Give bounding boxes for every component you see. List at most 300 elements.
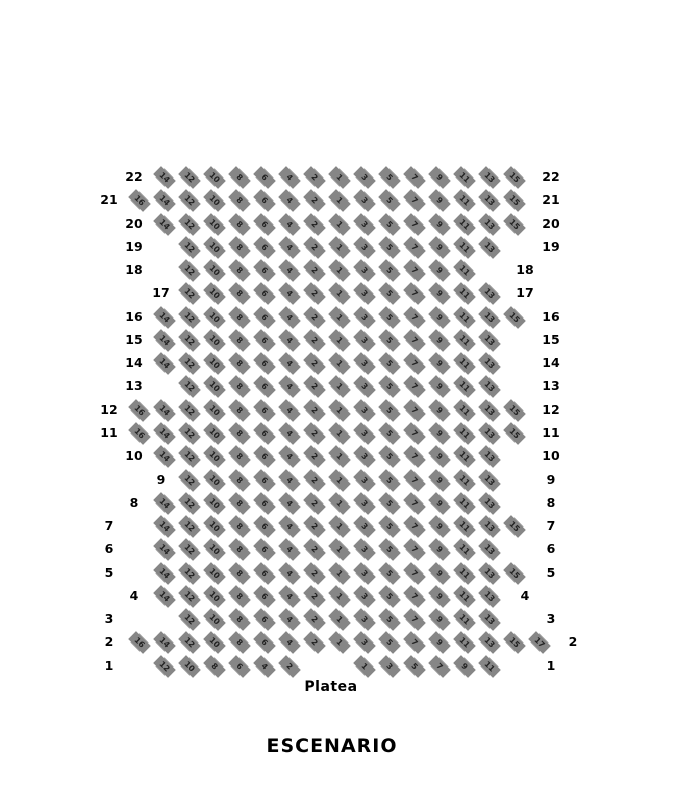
seat[interactable] xyxy=(453,516,476,537)
seat[interactable] xyxy=(503,307,526,328)
seat[interactable] xyxy=(228,376,251,397)
seat[interactable] xyxy=(378,609,401,630)
seat[interactable] xyxy=(478,307,501,328)
seat[interactable] xyxy=(403,330,426,351)
seat[interactable] xyxy=(303,330,326,351)
seat[interactable] xyxy=(203,539,226,560)
seat[interactable] xyxy=(228,260,251,281)
seat[interactable] xyxy=(403,609,426,630)
seat[interactable] xyxy=(453,214,476,235)
seat[interactable] xyxy=(278,376,301,397)
seat[interactable] xyxy=(228,423,251,444)
seat[interactable] xyxy=(153,214,176,235)
seat[interactable] xyxy=(228,516,251,537)
seat[interactable] xyxy=(503,214,526,235)
seat[interactable] xyxy=(478,586,501,607)
seat[interactable] xyxy=(153,330,176,351)
seat[interactable] xyxy=(253,190,276,211)
seat[interactable] xyxy=(303,423,326,444)
seat[interactable] xyxy=(203,400,226,421)
seat[interactable] xyxy=(178,307,201,328)
seat[interactable] xyxy=(403,190,426,211)
seat[interactable] xyxy=(303,516,326,537)
seat[interactable] xyxy=(328,376,351,397)
seat[interactable] xyxy=(153,353,176,374)
seat[interactable] xyxy=(378,632,401,653)
seat[interactable] xyxy=(303,539,326,560)
seat[interactable] xyxy=(303,307,326,328)
seat[interactable] xyxy=(478,470,501,491)
seat[interactable] xyxy=(378,330,401,351)
seat[interactable] xyxy=(278,214,301,235)
seat[interactable] xyxy=(328,190,351,211)
seat[interactable] xyxy=(303,190,326,211)
seat[interactable] xyxy=(378,470,401,491)
seat[interactable] xyxy=(178,330,201,351)
seat[interactable] xyxy=(203,586,226,607)
seat[interactable] xyxy=(228,493,251,514)
seat[interactable] xyxy=(478,190,501,211)
seat[interactable] xyxy=(478,446,501,467)
seat[interactable] xyxy=(428,330,451,351)
seat[interactable] xyxy=(228,563,251,584)
seat[interactable] xyxy=(328,353,351,374)
seat[interactable] xyxy=(203,470,226,491)
seat[interactable] xyxy=(353,586,376,607)
seat[interactable] xyxy=(253,516,276,537)
seat[interactable] xyxy=(528,632,551,653)
seat[interactable] xyxy=(503,516,526,537)
seat[interactable] xyxy=(153,446,176,467)
seat[interactable] xyxy=(278,516,301,537)
seat[interactable] xyxy=(328,400,351,421)
seat[interactable] xyxy=(378,446,401,467)
seat[interactable] xyxy=(228,446,251,467)
seat[interactable] xyxy=(128,632,151,653)
seat[interactable] xyxy=(478,632,501,653)
seat[interactable] xyxy=(228,353,251,374)
seat[interactable] xyxy=(353,493,376,514)
seat[interactable] xyxy=(403,214,426,235)
seat[interactable] xyxy=(428,353,451,374)
seat[interactable] xyxy=(178,260,201,281)
seat[interactable] xyxy=(303,632,326,653)
seat[interactable] xyxy=(328,423,351,444)
seat[interactable] xyxy=(178,400,201,421)
seat[interactable] xyxy=(253,563,276,584)
seat[interactable] xyxy=(178,237,201,258)
seat[interactable] xyxy=(203,307,226,328)
seat[interactable] xyxy=(353,260,376,281)
seat[interactable] xyxy=(328,283,351,304)
seat[interactable] xyxy=(178,493,201,514)
seat[interactable] xyxy=(153,586,176,607)
seat[interactable] xyxy=(378,167,401,188)
seat[interactable] xyxy=(178,632,201,653)
seat[interactable] xyxy=(178,470,201,491)
seat[interactable] xyxy=(403,539,426,560)
seat[interactable] xyxy=(253,283,276,304)
seat[interactable] xyxy=(253,214,276,235)
seat[interactable] xyxy=(228,214,251,235)
seat[interactable] xyxy=(228,190,251,211)
seat[interactable] xyxy=(428,307,451,328)
seat[interactable] xyxy=(303,609,326,630)
seat[interactable] xyxy=(453,609,476,630)
seat[interactable] xyxy=(253,470,276,491)
seat[interactable] xyxy=(378,307,401,328)
seat[interactable] xyxy=(253,493,276,514)
seat[interactable] xyxy=(403,516,426,537)
seat[interactable] xyxy=(503,167,526,188)
seat[interactable] xyxy=(478,283,501,304)
seat[interactable] xyxy=(478,353,501,374)
seat[interactable] xyxy=(278,609,301,630)
seat[interactable] xyxy=(353,656,376,677)
seat[interactable] xyxy=(328,330,351,351)
seat[interactable] xyxy=(478,167,501,188)
seat[interactable] xyxy=(403,632,426,653)
seat[interactable] xyxy=(403,470,426,491)
seat[interactable] xyxy=(153,632,176,653)
seat[interactable] xyxy=(403,656,426,677)
seat[interactable] xyxy=(153,493,176,514)
seat[interactable] xyxy=(303,586,326,607)
seat[interactable] xyxy=(303,446,326,467)
seat[interactable] xyxy=(203,214,226,235)
seat[interactable] xyxy=(503,190,526,211)
seat[interactable] xyxy=(428,609,451,630)
seat[interactable] xyxy=(128,423,151,444)
seat[interactable] xyxy=(503,632,526,653)
seat[interactable] xyxy=(428,400,451,421)
seat[interactable] xyxy=(453,586,476,607)
seat[interactable] xyxy=(278,330,301,351)
seat[interactable] xyxy=(353,423,376,444)
seat[interactable] xyxy=(203,609,226,630)
seat[interactable] xyxy=(278,423,301,444)
seat[interactable] xyxy=(203,423,226,444)
seat[interactable] xyxy=(228,237,251,258)
seat[interactable] xyxy=(478,237,501,258)
seat[interactable] xyxy=(453,632,476,653)
seat[interactable] xyxy=(253,400,276,421)
seat[interactable] xyxy=(228,400,251,421)
seat[interactable] xyxy=(378,563,401,584)
seat[interactable] xyxy=(178,376,201,397)
seat[interactable] xyxy=(153,423,176,444)
seat[interactable] xyxy=(353,539,376,560)
seat[interactable] xyxy=(503,563,526,584)
seat[interactable] xyxy=(503,423,526,444)
seat[interactable] xyxy=(253,237,276,258)
seat[interactable] xyxy=(428,446,451,467)
seat[interactable] xyxy=(428,516,451,537)
seat[interactable] xyxy=(353,516,376,537)
seat[interactable] xyxy=(253,376,276,397)
seat[interactable] xyxy=(378,190,401,211)
seat[interactable] xyxy=(353,446,376,467)
seat[interactable] xyxy=(353,214,376,235)
seat[interactable] xyxy=(153,516,176,537)
seat[interactable] xyxy=(453,190,476,211)
seat[interactable] xyxy=(228,307,251,328)
seat[interactable] xyxy=(253,307,276,328)
seat[interactable] xyxy=(178,586,201,607)
seat[interactable] xyxy=(328,446,351,467)
seat[interactable] xyxy=(203,493,226,514)
seat[interactable] xyxy=(478,539,501,560)
seat[interactable] xyxy=(203,330,226,351)
seat[interactable] xyxy=(178,539,201,560)
seat[interactable] xyxy=(428,539,451,560)
seat[interactable] xyxy=(453,423,476,444)
seat[interactable] xyxy=(178,656,201,677)
seat[interactable] xyxy=(153,307,176,328)
seat[interactable] xyxy=(328,307,351,328)
seat[interactable] xyxy=(428,586,451,607)
seat[interactable] xyxy=(428,283,451,304)
seat[interactable] xyxy=(428,563,451,584)
seat[interactable] xyxy=(328,470,351,491)
seat[interactable] xyxy=(228,167,251,188)
seat[interactable] xyxy=(428,470,451,491)
seat[interactable] xyxy=(328,586,351,607)
seat[interactable] xyxy=(303,237,326,258)
seat[interactable] xyxy=(128,190,151,211)
seat[interactable] xyxy=(253,446,276,467)
seat[interactable] xyxy=(303,260,326,281)
seat[interactable] xyxy=(353,376,376,397)
seat[interactable] xyxy=(303,563,326,584)
seat[interactable] xyxy=(178,516,201,537)
seat[interactable] xyxy=(453,400,476,421)
seat[interactable] xyxy=(453,493,476,514)
seat[interactable] xyxy=(328,237,351,258)
seat[interactable] xyxy=(328,609,351,630)
seat[interactable] xyxy=(203,190,226,211)
seat[interactable] xyxy=(203,353,226,374)
seat[interactable] xyxy=(428,493,451,514)
seat[interactable] xyxy=(203,516,226,537)
seat[interactable] xyxy=(428,423,451,444)
seat[interactable] xyxy=(328,167,351,188)
seat[interactable] xyxy=(403,493,426,514)
seat[interactable] xyxy=(353,307,376,328)
seat[interactable] xyxy=(303,214,326,235)
seat[interactable] xyxy=(178,353,201,374)
seat[interactable] xyxy=(328,260,351,281)
seat[interactable] xyxy=(453,446,476,467)
seat[interactable] xyxy=(303,283,326,304)
seat[interactable] xyxy=(228,656,251,677)
seat[interactable] xyxy=(278,283,301,304)
seat[interactable] xyxy=(378,376,401,397)
seat[interactable] xyxy=(203,446,226,467)
seat[interactable] xyxy=(403,283,426,304)
seat[interactable] xyxy=(453,307,476,328)
seat[interactable] xyxy=(378,516,401,537)
seat[interactable] xyxy=(203,260,226,281)
seat[interactable] xyxy=(478,563,501,584)
seat[interactable] xyxy=(278,470,301,491)
seat[interactable] xyxy=(328,563,351,584)
seat[interactable] xyxy=(253,609,276,630)
seat[interactable] xyxy=(453,167,476,188)
seat[interactable] xyxy=(203,656,226,677)
seat[interactable] xyxy=(303,400,326,421)
seat[interactable] xyxy=(278,190,301,211)
seat[interactable] xyxy=(478,609,501,630)
seat[interactable] xyxy=(353,190,376,211)
seat[interactable] xyxy=(428,376,451,397)
seat[interactable] xyxy=(253,586,276,607)
seat[interactable] xyxy=(203,563,226,584)
seat[interactable] xyxy=(303,493,326,514)
seat[interactable] xyxy=(378,586,401,607)
seat[interactable] xyxy=(128,400,151,421)
seat[interactable] xyxy=(228,609,251,630)
seat[interactable] xyxy=(228,470,251,491)
seat[interactable] xyxy=(253,632,276,653)
seat[interactable] xyxy=(478,423,501,444)
seat[interactable] xyxy=(353,609,376,630)
seat[interactable] xyxy=(303,376,326,397)
seat[interactable] xyxy=(278,656,301,677)
seat[interactable] xyxy=(153,656,176,677)
seat[interactable] xyxy=(153,400,176,421)
seat[interactable] xyxy=(178,190,201,211)
seat[interactable] xyxy=(153,167,176,188)
seat[interactable] xyxy=(328,516,351,537)
seat[interactable] xyxy=(453,353,476,374)
seat[interactable] xyxy=(178,214,201,235)
seat[interactable] xyxy=(178,563,201,584)
seat[interactable] xyxy=(228,539,251,560)
seat[interactable] xyxy=(153,539,176,560)
seat[interactable] xyxy=(403,307,426,328)
seat[interactable] xyxy=(328,493,351,514)
seat[interactable] xyxy=(228,283,251,304)
seat[interactable] xyxy=(503,400,526,421)
seat[interactable] xyxy=(428,167,451,188)
seat[interactable] xyxy=(353,470,376,491)
seat[interactable] xyxy=(228,330,251,351)
seat[interactable] xyxy=(453,376,476,397)
seat[interactable] xyxy=(253,656,276,677)
seat[interactable] xyxy=(353,167,376,188)
seat[interactable] xyxy=(303,167,326,188)
seat[interactable] xyxy=(303,470,326,491)
seat[interactable] xyxy=(453,330,476,351)
seat[interactable] xyxy=(378,260,401,281)
seat[interactable] xyxy=(278,586,301,607)
seat[interactable] xyxy=(453,563,476,584)
seat[interactable] xyxy=(378,237,401,258)
seat[interactable] xyxy=(478,516,501,537)
seat[interactable] xyxy=(353,353,376,374)
seat[interactable] xyxy=(478,376,501,397)
seat[interactable] xyxy=(253,353,276,374)
seat[interactable] xyxy=(278,167,301,188)
seat[interactable] xyxy=(278,539,301,560)
seat[interactable] xyxy=(253,260,276,281)
seat[interactable] xyxy=(403,400,426,421)
seat[interactable] xyxy=(328,539,351,560)
seat[interactable] xyxy=(253,539,276,560)
seat[interactable] xyxy=(278,493,301,514)
seat[interactable] xyxy=(353,283,376,304)
seat[interactable] xyxy=(453,470,476,491)
seat[interactable] xyxy=(428,260,451,281)
seat[interactable] xyxy=(278,237,301,258)
seat[interactable] xyxy=(428,237,451,258)
seat[interactable] xyxy=(403,237,426,258)
seat[interactable] xyxy=(403,586,426,607)
seat[interactable] xyxy=(453,539,476,560)
seat[interactable] xyxy=(203,237,226,258)
seat[interactable] xyxy=(278,353,301,374)
seat[interactable] xyxy=(428,214,451,235)
seat[interactable] xyxy=(478,400,501,421)
seat[interactable] xyxy=(278,307,301,328)
seat[interactable] xyxy=(253,167,276,188)
seat[interactable] xyxy=(353,632,376,653)
seat[interactable] xyxy=(353,237,376,258)
seat[interactable] xyxy=(403,353,426,374)
seat[interactable] xyxy=(203,376,226,397)
seat[interactable] xyxy=(278,260,301,281)
seat[interactable] xyxy=(278,446,301,467)
seat[interactable] xyxy=(203,283,226,304)
seat[interactable] xyxy=(453,283,476,304)
seat[interactable] xyxy=(428,656,451,677)
seat[interactable] xyxy=(378,400,401,421)
seat[interactable] xyxy=(178,167,201,188)
seat[interactable] xyxy=(378,214,401,235)
seat[interactable] xyxy=(403,563,426,584)
seat[interactable] xyxy=(378,423,401,444)
seat[interactable] xyxy=(278,632,301,653)
seat[interactable] xyxy=(253,330,276,351)
seat[interactable] xyxy=(303,353,326,374)
seat[interactable] xyxy=(453,260,476,281)
seat[interactable] xyxy=(478,214,501,235)
seat[interactable] xyxy=(253,423,276,444)
seat[interactable] xyxy=(403,423,426,444)
seat[interactable] xyxy=(203,167,226,188)
seat[interactable] xyxy=(478,330,501,351)
seat[interactable] xyxy=(453,237,476,258)
seat[interactable] xyxy=(378,283,401,304)
seat[interactable] xyxy=(378,539,401,560)
seat[interactable] xyxy=(378,353,401,374)
seat[interactable] xyxy=(278,400,301,421)
seat[interactable] xyxy=(378,493,401,514)
seat[interactable] xyxy=(478,656,501,677)
seat[interactable] xyxy=(403,260,426,281)
seat[interactable] xyxy=(178,423,201,444)
seat[interactable] xyxy=(353,563,376,584)
seat[interactable] xyxy=(453,656,476,677)
seat[interactable] xyxy=(478,493,501,514)
seat[interactable] xyxy=(178,609,201,630)
seat[interactable] xyxy=(228,586,251,607)
seat[interactable] xyxy=(403,376,426,397)
seat[interactable] xyxy=(278,563,301,584)
seat[interactable] xyxy=(353,400,376,421)
seat[interactable] xyxy=(153,190,176,211)
